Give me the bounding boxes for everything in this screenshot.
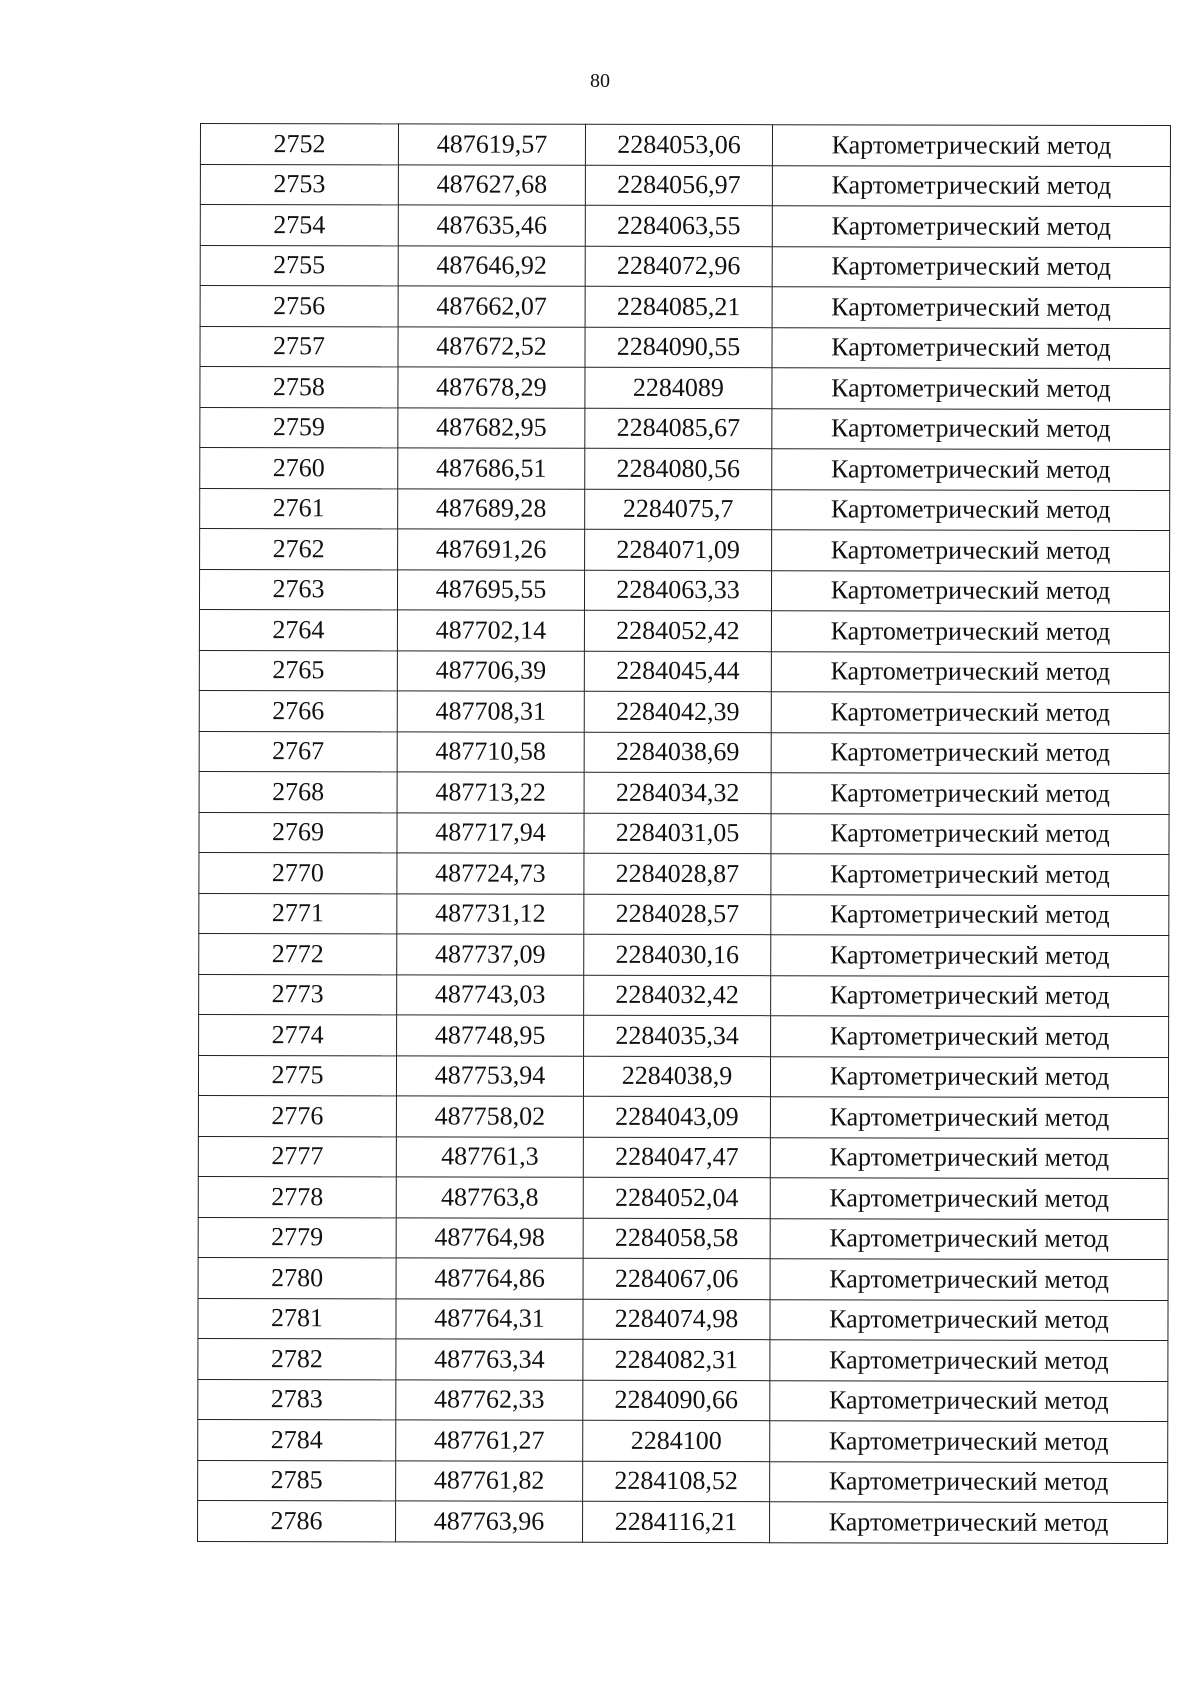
x-coordinate-cell: 487713,22: [397, 772, 584, 813]
point-number-cell: 2765: [199, 650, 397, 691]
point-number-cell: 2757: [200, 326, 398, 367]
point-number-cell: 2781: [198, 1298, 396, 1339]
x-coordinate-cell: 487764,86: [396, 1258, 583, 1299]
x-coordinate-cell: 487627,68: [398, 164, 585, 205]
page-number: 80: [590, 70, 610, 92]
x-coordinate-cell: 487761,82: [396, 1460, 583, 1501]
method-cell: Картометрический метод: [770, 1137, 1168, 1178]
point-number-cell: 2778: [198, 1176, 396, 1217]
method-cell: Картометрический метод: [772, 408, 1170, 449]
method-cell: Картометрический метод: [771, 611, 1169, 652]
x-coordinate-cell: 487706,39: [397, 650, 584, 691]
y-coordinate-cell: 2284056,97: [585, 165, 772, 206]
point-number-cell: 2764: [199, 610, 397, 651]
table-row: [199, 893, 1169, 936]
method-cell: Картометрический метод: [772, 206, 1170, 247]
method-cell: Картометрический метод: [771, 1016, 1169, 1057]
point-number-cell: 2767: [199, 731, 397, 772]
table-row: [199, 731, 1169, 774]
x-coordinate-cell: 487708,31: [397, 691, 584, 732]
x-coordinate-cell: 487724,73: [397, 853, 584, 894]
method-cell: Картометрический метод: [770, 1340, 1168, 1381]
y-coordinate-cell: 2284108,52: [583, 1461, 770, 1502]
method-cell: Картометрический метод: [770, 1380, 1168, 1421]
x-coordinate-cell: 487737,09: [397, 934, 584, 975]
method-cell: Картометрический метод: [770, 1299, 1168, 1340]
y-coordinate-cell: 2284053,06: [585, 124, 772, 165]
method-cell: Картометрический метод: [770, 1178, 1168, 1219]
table-row: [199, 933, 1169, 976]
point-number-cell: 2786: [198, 1500, 396, 1541]
table-row: [200, 124, 1170, 167]
method-cell: Картометрический метод: [771, 854, 1169, 895]
method-cell: Картометрический метод: [772, 165, 1170, 206]
method-cell: Картометрический метод: [772, 246, 1170, 287]
x-coordinate-cell: 487689,28: [398, 488, 585, 529]
x-coordinate-cell: 487763,8: [396, 1177, 583, 1218]
point-number-cell: 2775: [198, 1055, 396, 1096]
method-cell: Картометрический метод: [772, 489, 1170, 530]
table-row: [200, 286, 1170, 329]
y-coordinate-cell: 2284028,87: [584, 853, 771, 894]
table-row: [199, 650, 1169, 693]
method-cell: Картометрический метод: [772, 530, 1170, 571]
point-number-cell: 2756: [200, 286, 398, 327]
method-cell: Картометрический метод: [772, 368, 1170, 409]
method-cell: Картометрический метод: [772, 327, 1170, 368]
y-coordinate-cell: 2284116,21: [583, 1501, 770, 1542]
point-number-cell: 2754: [200, 205, 398, 246]
y-coordinate-cell: 2284058,58: [583, 1218, 770, 1259]
table-row: [198, 1379, 1168, 1422]
point-number-cell: 2782: [198, 1338, 396, 1379]
point-number-cell: 2753: [200, 164, 398, 205]
table-row: [200, 326, 1170, 369]
method-cell: Картометрический метод: [770, 1421, 1168, 1462]
x-coordinate-cell: 487731,12: [397, 893, 584, 934]
method-cell: Картометрический метод: [770, 1056, 1168, 1097]
table-row: [199, 690, 1169, 733]
table-row: [198, 1298, 1168, 1341]
x-coordinate-cell: 487758,02: [396, 1096, 583, 1137]
y-coordinate-cell: 2284030,16: [584, 934, 771, 975]
y-coordinate-cell: 2284047,47: [583, 1137, 770, 1178]
point-number-cell: 2752: [200, 124, 398, 165]
y-coordinate-cell: 2284042,39: [584, 691, 771, 732]
x-coordinate-cell: 487748,95: [397, 1015, 584, 1056]
x-coordinate-cell: 487743,03: [397, 974, 584, 1015]
point-number-cell: 2762: [200, 529, 398, 570]
x-coordinate-cell: 487761,3: [396, 1136, 583, 1177]
y-coordinate-cell: 2284067,06: [583, 1258, 770, 1299]
table-row: [199, 852, 1169, 895]
y-coordinate-cell: 2284052,42: [584, 610, 771, 651]
y-coordinate-cell: 2284034,32: [584, 772, 771, 813]
x-coordinate-cell: 487762,33: [396, 1379, 583, 1420]
method-cell: Картометрический метод: [770, 1502, 1168, 1543]
table-row: [199, 610, 1169, 653]
point-number-cell: 2759: [200, 407, 398, 448]
y-coordinate-cell: 2284085,67: [585, 408, 772, 449]
point-number-cell: 2772: [199, 933, 397, 974]
x-coordinate-cell: 487763,96: [396, 1501, 583, 1542]
point-number-cell: 2774: [199, 1014, 397, 1055]
table-row: [199, 974, 1169, 1017]
table-row: [200, 448, 1170, 491]
x-coordinate-cell: 487761,27: [396, 1420, 583, 1461]
table-row: [200, 164, 1170, 207]
table-row: [198, 1095, 1168, 1138]
table-row: [200, 205, 1170, 248]
point-number-cell: 2779: [198, 1217, 396, 1258]
table-row: [198, 1500, 1168, 1543]
method-cell: Картометрический метод: [770, 1461, 1168, 1502]
table-row: [200, 529, 1170, 572]
y-coordinate-cell: 2284031,05: [584, 813, 771, 854]
y-coordinate-cell: 2284043,09: [583, 1096, 770, 1137]
point-number-cell: 2783: [198, 1379, 396, 1420]
method-cell: Картометрический метод: [772, 287, 1170, 328]
x-coordinate-cell: 487764,98: [396, 1217, 583, 1258]
point-number-cell: 2784: [198, 1419, 396, 1460]
table-row: [198, 1055, 1168, 1098]
point-number-cell: 2777: [198, 1136, 396, 1177]
y-coordinate-cell: 2284038,69: [584, 732, 771, 773]
method-cell: Картометрический метод: [771, 935, 1169, 976]
table-row: [199, 771, 1169, 814]
y-coordinate-cell: 2284100: [583, 1420, 770, 1461]
y-coordinate-cell: 2284028,57: [584, 894, 771, 935]
method-cell: Картометрический метод: [770, 1097, 1168, 1138]
table-row: [200, 488, 1170, 531]
point-number-cell: 2773: [199, 974, 397, 1015]
method-cell: Картометрический метод: [771, 732, 1169, 773]
method-cell: Картометрический метод: [771, 894, 1169, 935]
y-coordinate-cell: 2284074,98: [583, 1299, 770, 1340]
table-row: [199, 1014, 1169, 1057]
y-coordinate-cell: 2284071,09: [585, 529, 772, 570]
x-coordinate-cell: 487662,07: [398, 286, 585, 327]
x-coordinate-cell: 487691,26: [398, 529, 585, 570]
table-row: [199, 569, 1169, 612]
method-cell: Картометрический метод: [771, 570, 1169, 611]
method-cell: Картометрический метод: [771, 692, 1169, 733]
table-row: [199, 812, 1169, 855]
point-number-cell: 2766: [199, 690, 397, 731]
y-coordinate-cell: 2284080,56: [585, 448, 772, 489]
x-coordinate-cell: 487753,94: [396, 1055, 583, 1096]
y-coordinate-cell: 2284052,04: [583, 1177, 770, 1218]
point-number-cell: 2758: [200, 367, 398, 408]
y-coordinate-cell: 2284038,9: [583, 1056, 770, 1097]
y-coordinate-cell: 2284072,96: [585, 246, 772, 287]
method-cell: Картометрический метод: [770, 1259, 1168, 1300]
point-number-cell: 2763: [199, 569, 397, 610]
y-coordinate-cell: 2284035,34: [584, 1015, 771, 1056]
method-cell: Картометрический метод: [771, 773, 1169, 814]
x-coordinate-cell: 487702,14: [397, 610, 584, 651]
table-row: [198, 1217, 1168, 1260]
table-row: [198, 1460, 1168, 1503]
table-row: [200, 407, 1170, 450]
table-row: [200, 367, 1170, 410]
y-coordinate-cell: 2284090,66: [583, 1380, 770, 1421]
x-coordinate-cell: 487710,58: [397, 731, 584, 772]
point-number-cell: 2771: [199, 893, 397, 934]
x-coordinate-cell: 487695,55: [397, 569, 584, 610]
point-number-cell: 2755: [200, 245, 398, 286]
point-number-cell: 2785: [198, 1460, 396, 1501]
point-number-cell: 2768: [199, 771, 397, 812]
method-cell: Картометрический метод: [771, 813, 1169, 854]
point-number-cell: 2760: [200, 448, 398, 489]
y-coordinate-cell: 2284085,21: [585, 286, 772, 327]
y-coordinate-cell: 2284082,31: [583, 1339, 770, 1380]
point-number-cell: 2770: [199, 852, 397, 893]
table-row: [198, 1176, 1168, 1219]
method-cell: Картометрический метод: [772, 125, 1170, 166]
y-coordinate-cell: 2284045,44: [584, 651, 771, 692]
x-coordinate-cell: 487646,92: [398, 245, 585, 286]
method-cell: Картометрический метод: [771, 975, 1169, 1016]
method-cell: Картометрический метод: [772, 449, 1170, 490]
point-number-cell: 2761: [200, 488, 398, 529]
table-row: [198, 1419, 1168, 1462]
x-coordinate-cell: 487635,46: [398, 205, 585, 246]
y-coordinate-cell: 2284089: [585, 367, 772, 408]
coordinates-table-body: [198, 124, 1171, 1544]
point-number-cell: 2780: [198, 1257, 396, 1298]
y-coordinate-cell: 2284032,42: [584, 975, 771, 1016]
y-coordinate-cell: 2284090,55: [585, 327, 772, 368]
x-coordinate-cell: 487682,95: [398, 407, 585, 448]
table-row: [198, 1257, 1168, 1300]
x-coordinate-cell: 487764,31: [396, 1298, 583, 1339]
x-coordinate-cell: 487678,29: [398, 367, 585, 408]
x-coordinate-cell: 487717,94: [397, 812, 584, 853]
x-coordinate-cell: 487763,34: [396, 1339, 583, 1380]
point-number-cell: 2769: [199, 812, 397, 853]
table-row: [200, 245, 1170, 288]
coordinates-table: [197, 123, 1171, 1544]
x-coordinate-cell: 487672,52: [398, 326, 585, 367]
x-coordinate-cell: 487686,51: [398, 448, 585, 489]
table-row: [198, 1136, 1168, 1179]
y-coordinate-cell: 2284075,7: [585, 489, 772, 530]
point-number-cell: 2776: [198, 1095, 396, 1136]
method-cell: Картометрический метод: [771, 651, 1169, 692]
table-row: [198, 1338, 1168, 1381]
method-cell: Картометрический метод: [770, 1218, 1168, 1259]
y-coordinate-cell: 2284063,33: [584, 570, 771, 611]
x-coordinate-cell: 487619,57: [398, 124, 585, 165]
y-coordinate-cell: 2284063,55: [585, 205, 772, 246]
